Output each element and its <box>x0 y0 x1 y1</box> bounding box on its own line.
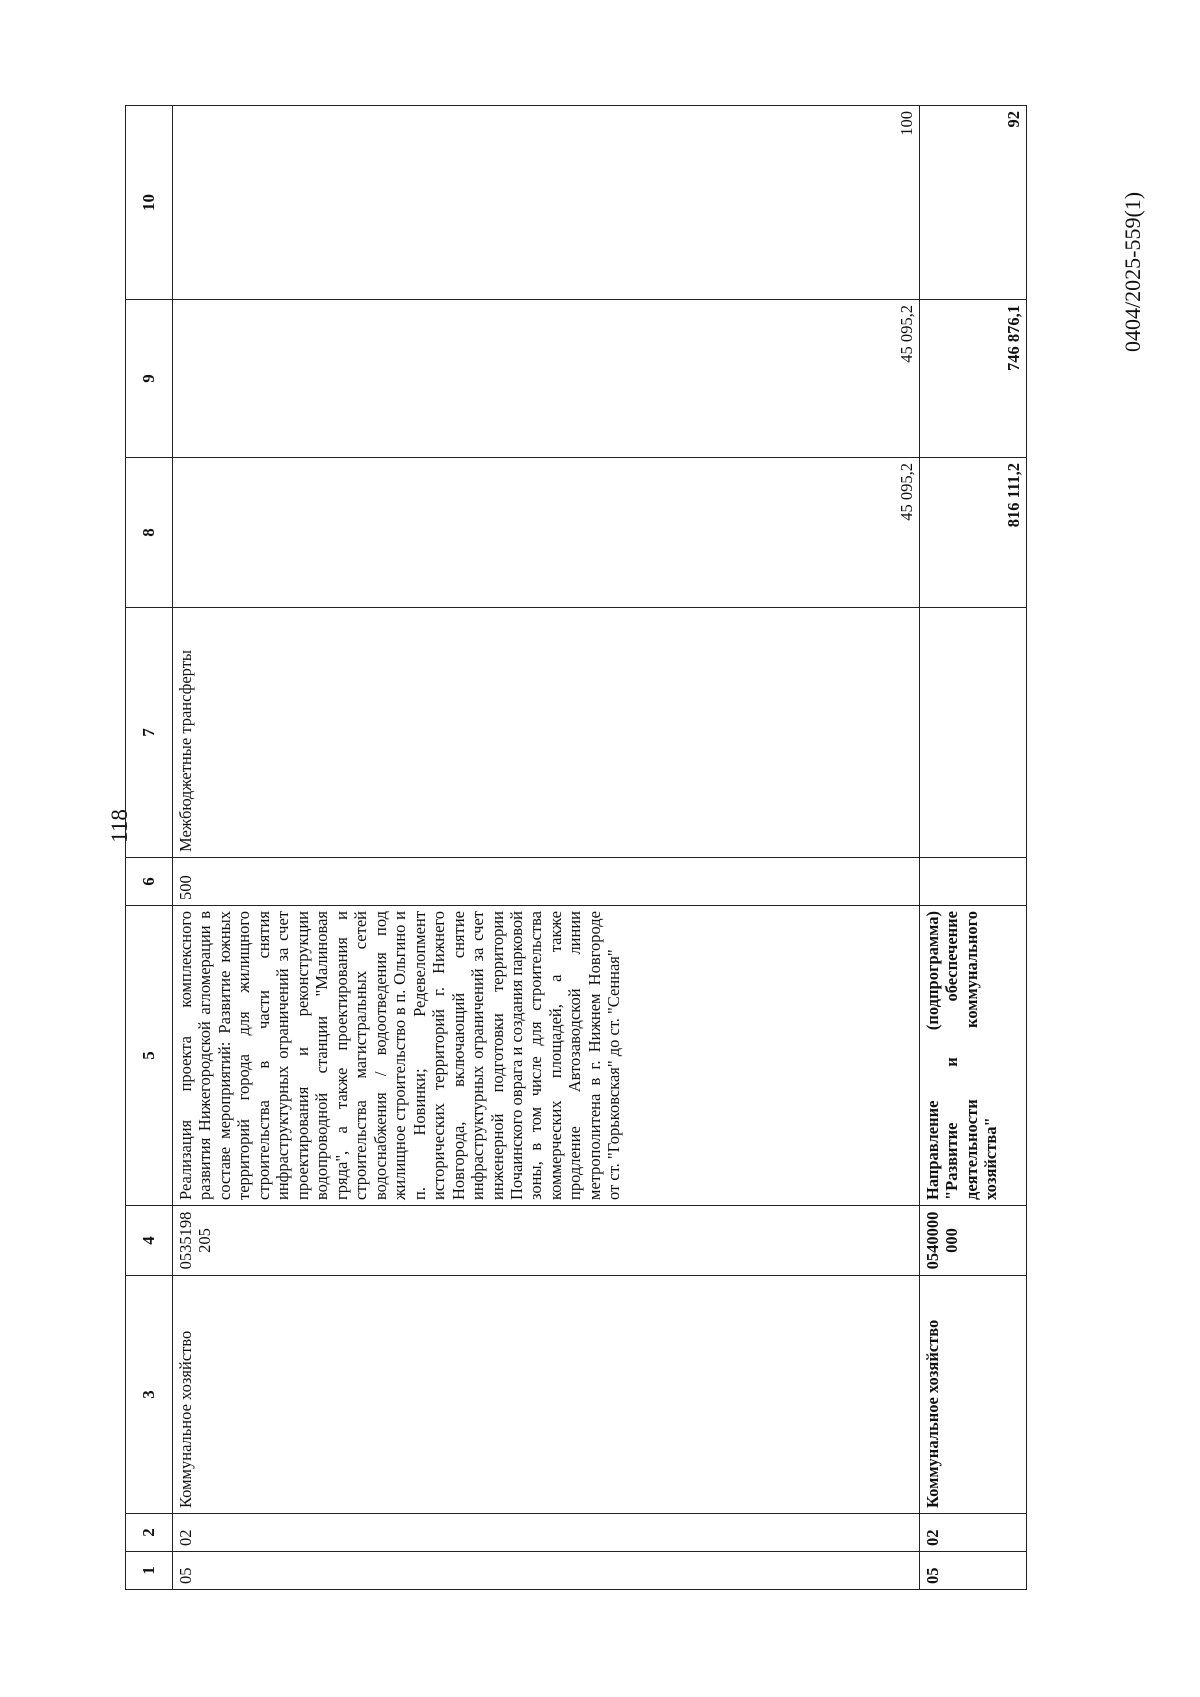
execution-percent: 92 <box>920 106 1027 300</box>
execution-percent: 100 <box>173 106 920 300</box>
target-article-code: 0535198 205 <box>173 1206 920 1276</box>
subsection-code: 02 <box>173 1514 920 1552</box>
header-col-5: 5 <box>126 906 173 1206</box>
rotated-table-container <box>125 106 1027 1590</box>
header-col-6: 6 <box>126 858 173 906</box>
header-col-3: 3 <box>126 1276 173 1514</box>
header-col-10: 10 <box>126 106 173 300</box>
target-article-name: Реализация проекта комплексного развития Нижегородской агломерации в составе мероприятий: Развитие южных территорий города для жилищного строительства в части снятия инфраструктурных ограничений за счет проектирования и реконструкции водопроводной станции "Малиновая гряда", а также проектирования и строительства магистральных сетей водоснабжения / водоотведения под жилищное строительство в п. Ольгино и п. Новинки; Редевелопмент исторических территорий г. Нижнего Новгорода, включающий снятие инфраструктурных ограничений за счет инженерной подготовки территории Почаинского оврага и создания парковой зоны, в том числе для строительства коммерческих площадей, а также продление Автозаводской линии метрополитена в г. Нижнем Новгороде от ст. "Горьковская" до ст. "Сенная" <box>173 906 920 1206</box>
table-row <box>920 106 1027 1590</box>
target-article-name: Направление (подпрограмма) "Развитие и обеспечение деятельности коммунального хозяйства" <box>920 906 1027 1206</box>
section-name: Коммунальное хозяйство <box>920 1276 1027 1514</box>
table-row <box>173 106 920 1590</box>
header-col-4: 4 <box>126 1206 173 1276</box>
document-code: 0404/2025-559(1) <box>1120 191 1145 352</box>
section-code: 05 <box>173 1552 920 1590</box>
header-col-9: 9 <box>126 300 173 458</box>
budget-table <box>125 105 1027 1590</box>
section-code: 05 <box>920 1552 1027 1590</box>
expense-type-code: 500 <box>173 858 920 906</box>
page-number: 118 <box>107 809 132 843</box>
expense-type-name: Межбюджетные трансферты <box>173 608 920 858</box>
subsection-code: 02 <box>920 1514 1027 1552</box>
header-col-2: 2 <box>126 1514 173 1552</box>
section-name: Коммунальное хозяйство <box>173 1276 920 1514</box>
expense-type-code <box>920 858 1027 906</box>
planned-amount: 816 111,2 <box>920 458 1027 608</box>
header-row <box>126 106 173 1590</box>
header-col-1: 1 <box>126 1552 173 1590</box>
header-col-7: 7 <box>126 608 173 858</box>
target-article-code: 0540000 000 <box>920 1206 1027 1276</box>
executed-amount: 45 095,2 <box>173 300 920 458</box>
expense-type-name <box>920 608 1027 858</box>
planned-amount: 45 095,2 <box>173 458 920 608</box>
executed-amount: 746 876,1 <box>920 300 1027 458</box>
header-col-8: 8 <box>126 458 173 608</box>
